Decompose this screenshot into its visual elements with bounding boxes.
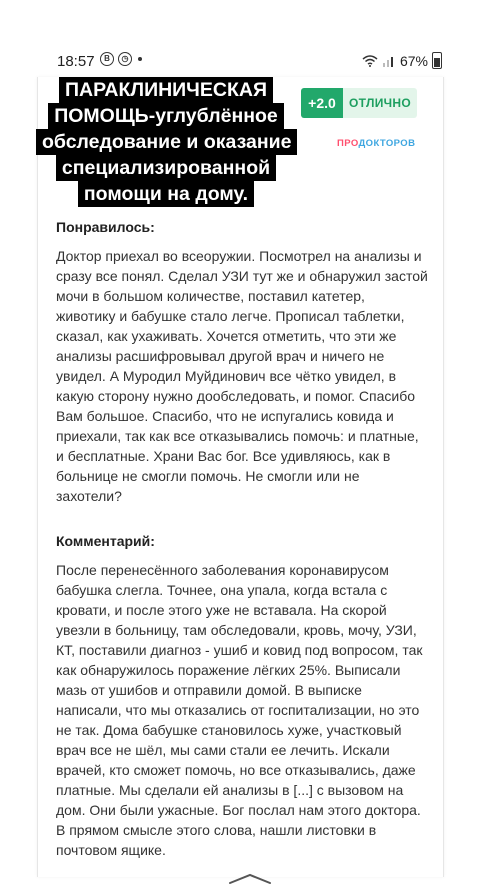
signal-icon (382, 55, 396, 67)
caption-line: ПОМОЩЬ-углублённое (48, 103, 284, 129)
comment-title: Комментарий: (56, 533, 155, 549)
brand-part-b: ДОКТОРОВ (358, 138, 416, 149)
system-status (362, 52, 442, 69)
b-notification-icon: B (100, 52, 114, 66)
rating-score: +2.0 (301, 88, 343, 118)
caption-line: помощи на дому. (78, 181, 254, 207)
wifi-icon (362, 55, 378, 67)
rating-label: ОТЛИЧНО (343, 88, 417, 118)
status-time: 18:57 (57, 53, 95, 70)
battery-icon (432, 52, 442, 69)
notification-icons (100, 52, 142, 66)
review-content (56, 218, 428, 886)
comment-text: После перенесённого заболевания коронавирусом бабушка слегла. Точнее, она упала, когда встала с кровати, и после этого уже не вставала. На скорой увезли в больницу, там обследовали, кровь, мочу, УЗИ, КТ, поставили диагноз - ушиб и ковид под вопросом, так как обнаружилось поражение лёгких 25%. Выписали мазь от ушибов и отправили домой. В выписке написали, что мы отказались от госпитализации, но это не так. Дома бабушке становилось хуже, участковый врач все не шёл, мы сами стали ее лечить. Искали врачей, кто сможет помочь, но все отказывались, даже платные. Мы сделали ей анализы в [...] с вызовом на дом. Они были ужасные. Бог послал нам этого доктора. В прямом смысле этого слова, нашли листовки в почтовом ящике. (56, 562, 423, 858)
alarm-icon: ◷ (118, 52, 132, 66)
rating-badge (301, 88, 417, 118)
liked-title: Понравилось: (56, 219, 155, 235)
caption-line: ПАРАКЛИНИЧЕСКАЯ (59, 77, 273, 103)
battery-percent: 67% (399, 52, 428, 69)
chevron-up-icon[interactable] (227, 872, 273, 886)
brand-logo[interactable] (337, 138, 415, 149)
caption-line: специализированной (56, 155, 276, 181)
overlay-caption (36, 77, 296, 207)
caption-line: обследование и оказание (36, 129, 297, 155)
status-bar (0, 0, 500, 70)
liked-text: Доктор приехал во всеоружии. Посмотрел на анализы и сразу все понял. Сделал УЗИ тут же и обнаружил застой мочи в большом количестве, поставил катетер, животику и бабушке стало легче. Прописал таблетки, сказал, как ухаживать. Хочется отметить, что эти же анализы расшифровывал другой врач и ничего не увидел. А Муродил Муйдинович все чётко увидел, в какую сторону нужно дообследовать, и помог. Спасибо Вам большое. Спасибо, что не испугались ковида и приехали, так как все отказывались помочь: и платные, и бесплатные. Храни Вас бог. Все удивляюсь, как в больнице не смогли помочь. Не смогли или не захотели? (56, 248, 428, 504)
brand-part-a: ПРО (337, 138, 359, 149)
more-dot-icon (138, 57, 142, 61)
